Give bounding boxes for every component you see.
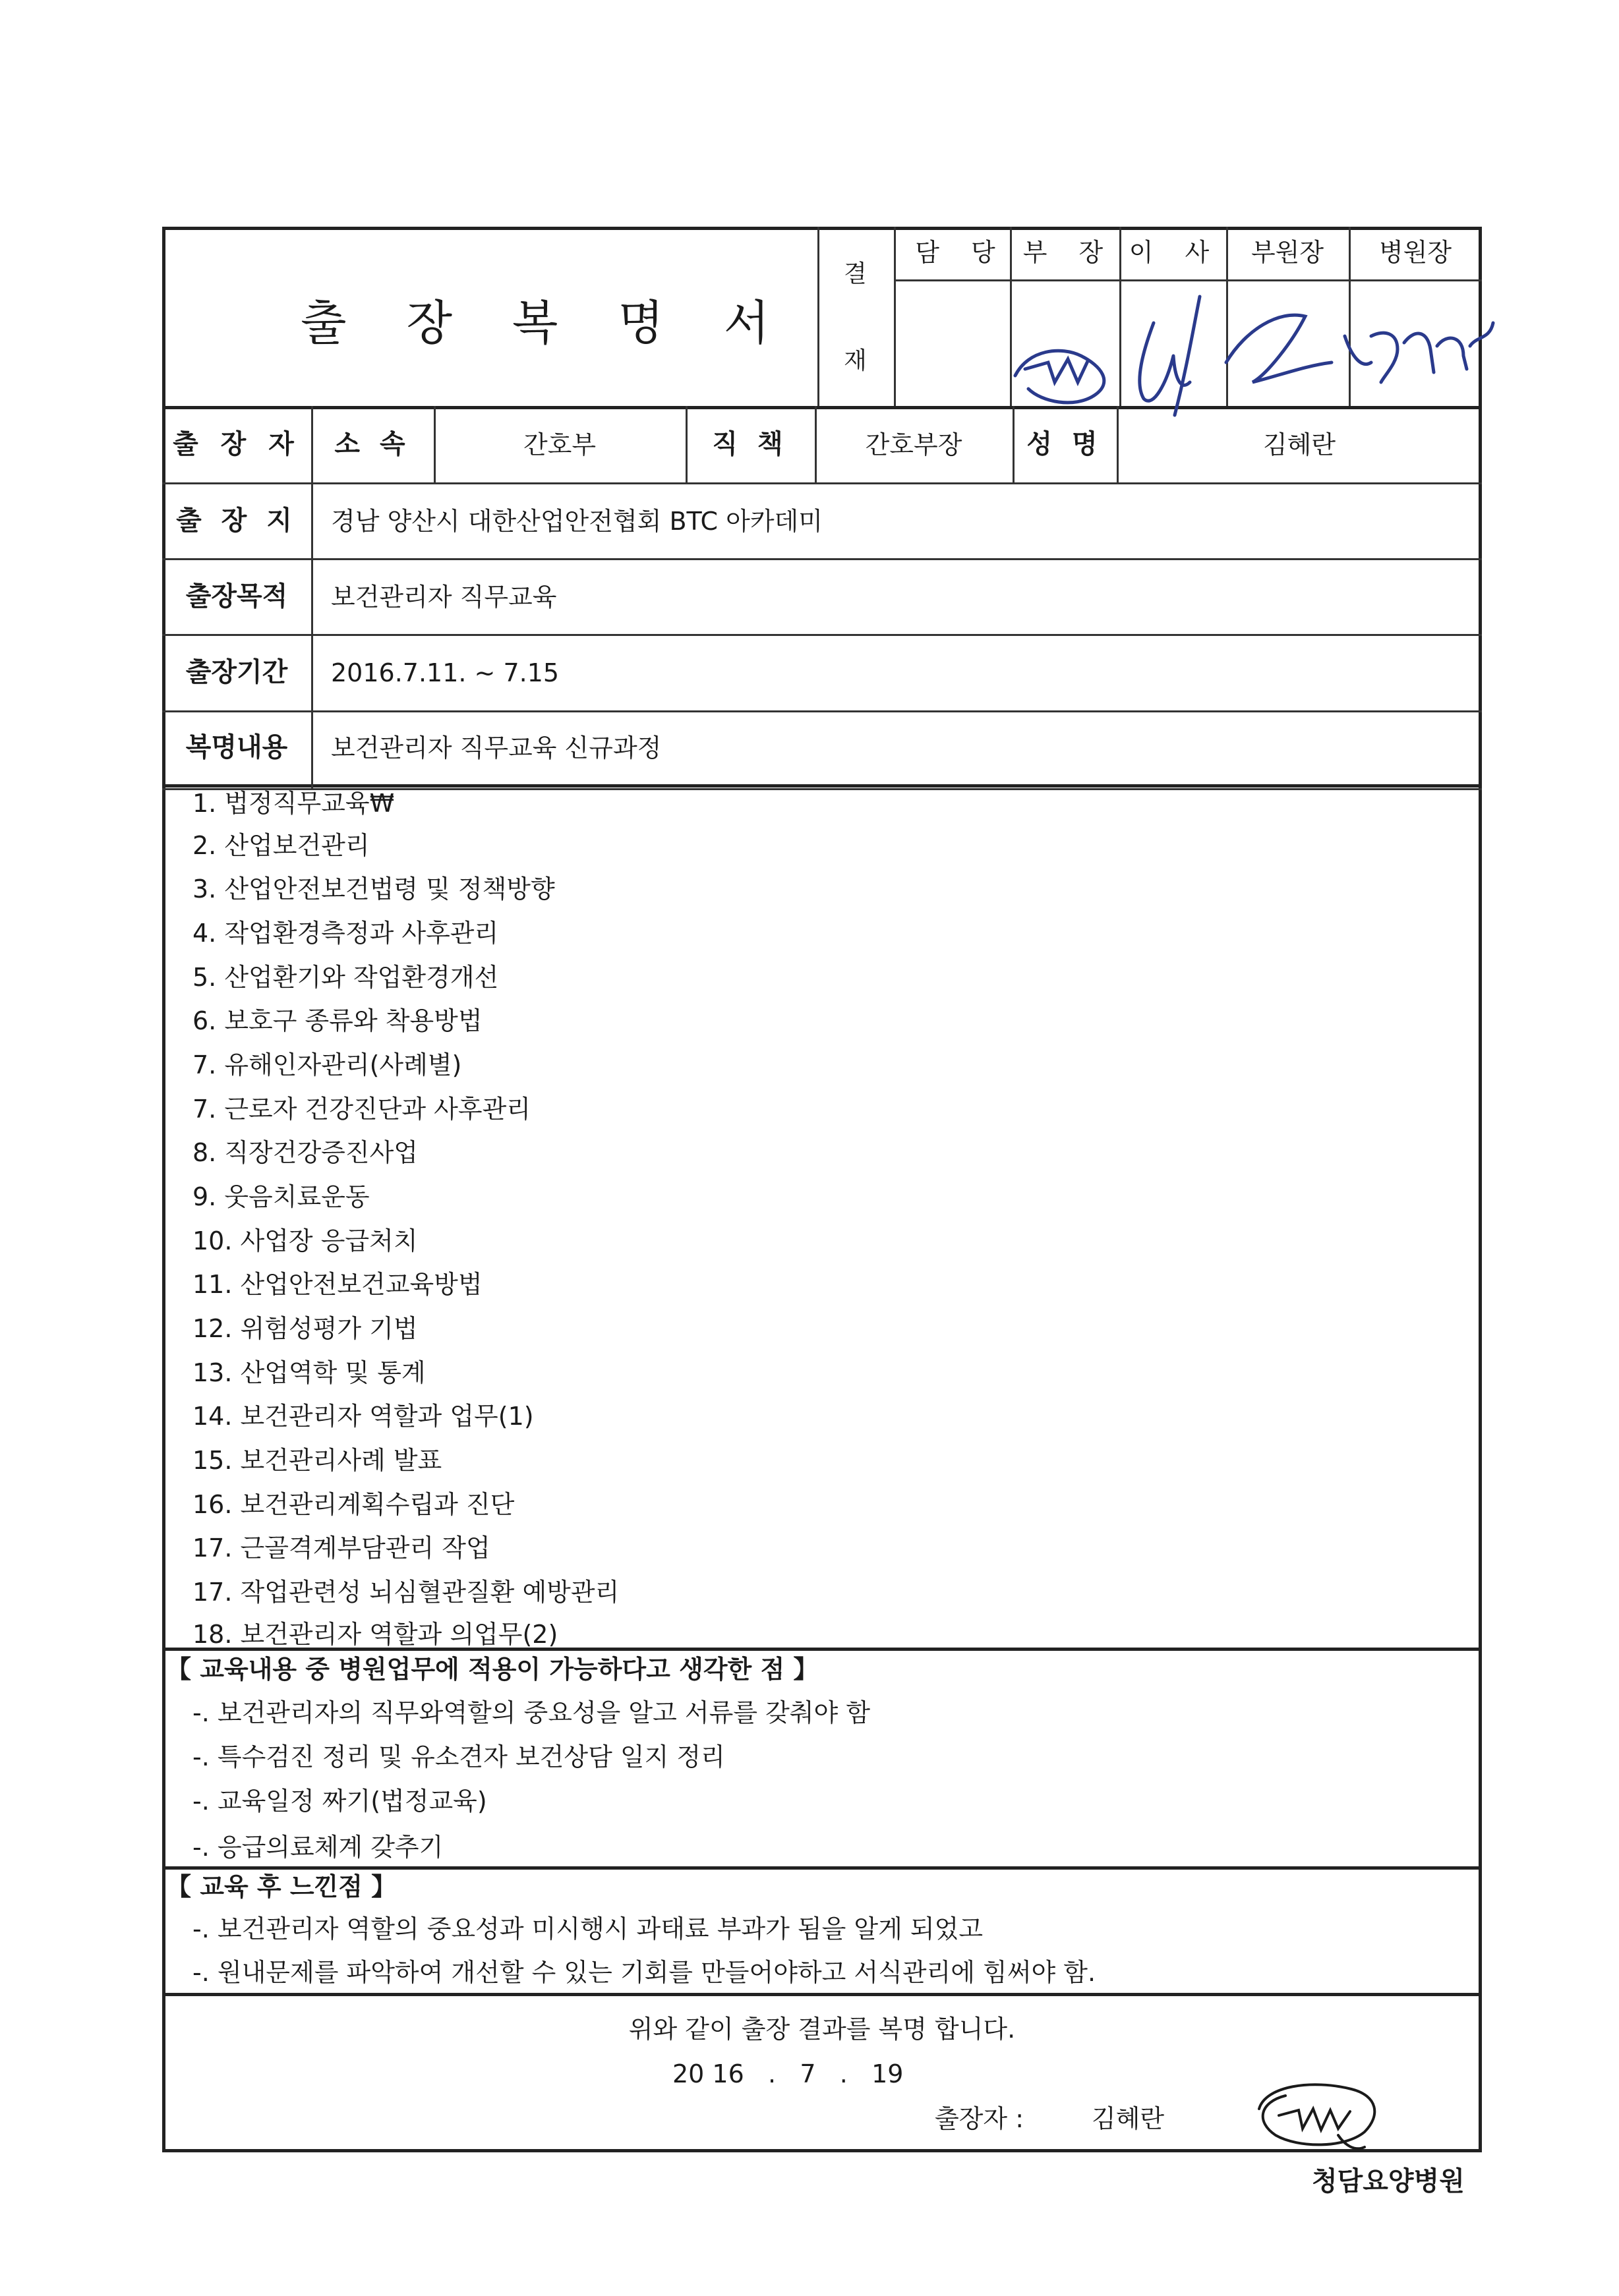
applicable-item: -. 교육일정 짜기(법정교육) <box>192 1787 487 1816</box>
approval-label-bottom: 재 <box>844 347 867 374</box>
curriculum-item: 15. 보건관리사례 발표 <box>192 1446 442 1475</box>
applicable-item: -. 응급의료체계 갖추기 <box>192 1833 444 1862</box>
approval-label-top: 결 <box>844 260 867 287</box>
curriculum-item: 17. 작업관련성 뇌심혈관질환 예방관리 <box>192 1578 620 1607</box>
label-destination: 출 장 지 <box>176 505 297 536</box>
curriculum-item: 17. 근골격계부담관리 작업 <box>192 1534 490 1563</box>
approval-divider-left <box>817 227 819 406</box>
divider-period <box>162 710 1482 712</box>
curriculum-item: 14. 보건관리자 역할과 업무(1) <box>192 1402 534 1431</box>
divider-report <box>162 784 1482 788</box>
divider-traveler <box>162 482 1482 484</box>
curriculum-item: 4. 작업환경측정과 사후관리 <box>192 919 499 948</box>
divider-destination <box>162 558 1482 560</box>
curriculum-item: 16. 보건관리계획수립과 진단 <box>192 1490 515 1519</box>
approval-header-vice-president: 부원장 <box>1251 238 1324 267</box>
curriculum-item: 10. 사업장 응급처치 <box>192 1226 418 1255</box>
curriculum-item: 8. 직장건강증진사업 <box>192 1138 418 1167</box>
impressions-item: -. 보건관리자 역할의 중요성과 미시행시 과태료 부과가 됨을 알게 되었고 <box>192 1914 984 1943</box>
applicable-item: -. 보건관리자의 직무와역할의 중요성을 알고 서류를 갖춰야 함 <box>192 1698 871 1727</box>
closing-date: 20 16 . 7 . 19 <box>672 2059 904 2088</box>
approval-header-director: 이 사 <box>1129 238 1222 267</box>
divider-purpose <box>162 634 1482 636</box>
curriculum-item: 7. 유해인자관리(사례별) <box>192 1050 462 1079</box>
label-period: 출장기간 <box>185 657 288 687</box>
applicable-item: -. 특수검진 정리 및 유소견자 보건상담 일지 정리 <box>192 1742 725 1771</box>
value-report: 보건관리자 직무교육 신규과정 <box>331 733 662 762</box>
impressions-item: -. 원내문제를 파악하여 개선할 수 있는 기회를 만들어야하고 서식관리에 힘써야 함. <box>192 1958 1096 1987</box>
label-purpose: 출장목적 <box>185 581 288 612</box>
approval-header-staff: 담 당 <box>915 238 1007 267</box>
value-purpose: 보건관리자 직무교육 <box>331 583 557 612</box>
divider-impressions <box>162 1866 1482 1870</box>
curriculum-item: 2. 산업보건관리 <box>192 831 370 860</box>
closing-statement: 위와 같이 출장 결과를 복명 합니다. <box>628 2015 1016 2044</box>
value-position: 간호부장 <box>865 430 962 459</box>
curriculum-item: 1. 법정직무교육₩ <box>192 789 395 818</box>
value-department: 간호부 <box>523 430 597 459</box>
curriculum-item: 12. 위험성평가 기법 <box>192 1314 418 1343</box>
label-name: 성 명 <box>1026 429 1103 459</box>
approval-header-president: 병원장 <box>1378 238 1452 267</box>
closing-signature <box>1239 2069 1398 2162</box>
curriculum-item: 6. 보호구 종류와 착용방법 <box>192 1006 483 1035</box>
divider-closing <box>162 1993 1482 1996</box>
curriculum-item: 18. 보건관리자 역할과 의업무(2) <box>192 1620 558 1649</box>
approval-divider-label <box>894 227 896 406</box>
curriculum-item: 7. 근로자 건강진단과 사후관리 <box>192 1095 531 1124</box>
curriculum-item: 9. 웃음치료운동 <box>192 1182 370 1211</box>
label-report: 복명내용 <box>185 732 288 762</box>
hospital-name: 청담요양병원 <box>1312 2166 1465 2196</box>
document-title: 출 장 복 명 서 <box>301 295 792 351</box>
label-department: 소 속 <box>334 429 411 459</box>
approval-signatures <box>1002 283 1503 442</box>
applicable-heading: 【 교육내용 중 병원업무에 적용이 가능하다고 생각한 점 】 <box>166 1655 819 1684</box>
closing-signer-name: 김혜란 <box>1092 2104 1165 2133</box>
label-traveler: 출 장 자 <box>173 429 301 459</box>
impressions-heading: 【 교육 후 느낀점 】 <box>166 1872 397 1901</box>
value-destination: 경남 양산시 대한산업안전협회 BTC 아카데미 <box>331 507 823 536</box>
value-period: 2016.7.11. ~ 7.15 <box>331 658 560 687</box>
value-name: 김혜란 <box>1262 430 1336 459</box>
closing-signer-label: 출장자 : <box>935 2104 1024 2133</box>
curriculum-item: 13. 산업역학 및 통계 <box>192 1358 426 1387</box>
curriculum-item: 11. 산업안전보건교육방법 <box>192 1270 483 1299</box>
label-column-divider <box>311 406 313 788</box>
approval-header-line <box>894 279 1482 281</box>
approval-header-manager: 부 장 <box>1022 238 1115 267</box>
label-position: 직 책 <box>712 429 788 459</box>
curriculum-item: 3. 산업안전보건법령 및 정책방향 <box>192 875 555 904</box>
curriculum-item: 5. 산업환기와 작업환경개선 <box>192 963 499 992</box>
